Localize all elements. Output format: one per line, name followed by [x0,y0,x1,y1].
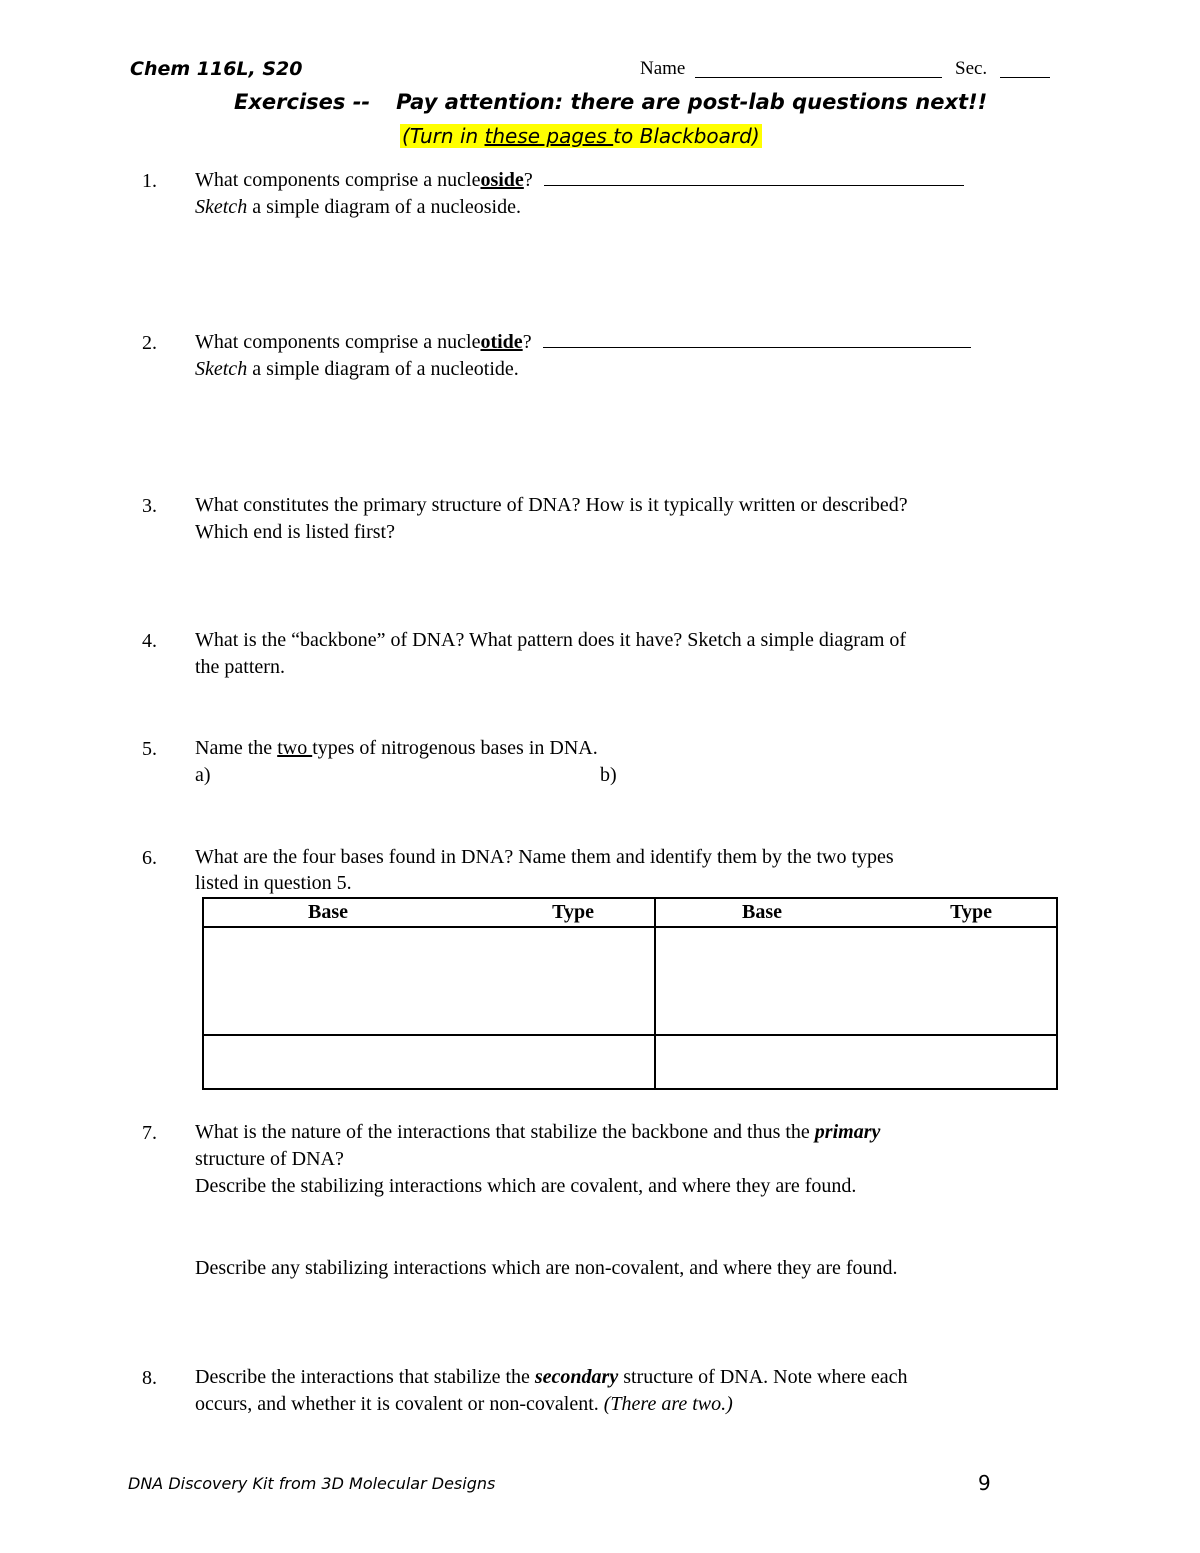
q5-post: types of nitrogenous bases in DNA. [312,737,598,759]
q5-text: Name the [195,737,278,759]
q1-answer-blank[interactable] [544,167,964,186]
name-blank[interactable] [695,77,942,78]
page-number: 9 [978,1471,991,1495]
q2-text: What components comprise a nucle [195,331,481,353]
question-5 [195,735,598,762]
q7-emphasis: primary [814,1121,881,1143]
exercises-title [234,90,987,114]
footer-text: DNA Discovery Kit from 3D Molecular Designs [128,1474,496,1493]
q8-emphasis: secondary [534,1366,619,1388]
table-cell[interactable] [203,927,655,1035]
q5-answer-b[interactable]: b) [600,764,617,786]
q1-text: What components comprise a nucle [195,169,481,191]
table-header-left [203,898,655,927]
turnin-open: (Turn in [402,124,485,148]
question-number: 7. [142,1122,157,1144]
q7-line4: Describe any stabilizing interactions which are non-covalent, and where they are found. [195,1257,898,1279]
header-type-2: Type [950,901,992,923]
question-1 [195,167,964,221]
question-4 [195,627,906,681]
question-2 [195,329,971,383]
exercises-label: Exercises -- [234,90,371,114]
question-3 [195,492,908,546]
q2-sketch-text: a simple diagram of a nucleotide. [247,358,519,380]
question-8 [195,1364,908,1418]
q7-line3: Describe the stabilizing interactions which are covalent, and where they are found. [195,1175,857,1197]
q3-line2: Which end is listed first? [195,521,395,543]
section-blank[interactable] [1000,77,1050,78]
attention-note: Pay attention: there are post-lab questions next!! [396,90,988,114]
question-number: 1. [142,170,157,192]
q1-post: ? [523,169,533,191]
header-type-1: Type [552,901,594,923]
question-number: 4. [142,630,157,652]
section-label: Sec. [955,58,988,79]
q5-answer-a[interactable]: a) [195,764,211,786]
q8-post: structure of DNA. Note where each [618,1366,908,1388]
question-6 [195,844,894,896]
bases-table [202,897,1058,1090]
course-label: Chem 116L, S20 [130,58,303,80]
question-number: 5. [142,738,157,760]
turnin-note [400,124,762,148]
question-number: 6. [142,847,157,869]
q2-bold: otide [480,331,523,353]
header-base-1: Base [308,901,348,923]
q2-post: ? [522,331,532,353]
table-cell[interactable] [655,1035,1057,1089]
table-header-row [203,898,1057,927]
question-number: 2. [142,332,157,354]
q2-sketch-word: Sketch [195,358,248,380]
q7-line2: structure of DNA? [195,1148,344,1170]
q6-line1: What are the four bases found in DNA? Name them and identify them by the two types [195,846,894,868]
q1-sketch-text: a simple diagram of a nucleoside. [247,196,521,218]
q4-line2: the pattern. [195,656,285,678]
q6-line2: listed in question 5. [195,872,352,894]
q7-text: What is the nature of the interactions that stabilize the backbone and thus the [195,1121,815,1143]
table-cell[interactable] [655,927,1057,1035]
header-base-2: Base [742,901,782,923]
q5-underlined: two [277,737,313,759]
q8-text: Describe the interactions that stabilize the [195,1366,535,1388]
turnin-underlined: these pages [484,124,614,148]
table-cell[interactable] [203,1035,655,1089]
q1-bold: oside [480,169,524,191]
question-number: 8. [142,1367,157,1389]
question-number: 3. [142,495,157,517]
question-7 [195,1119,880,1200]
q3-line1: What constitutes the primary structure of DNA? How is it typically written or described? [195,494,908,516]
q8-note: (There are two.) [603,1393,733,1415]
q8-line2: occurs, and whether it is covalent or non-covalent. [195,1393,604,1415]
q1-sketch-word: Sketch [195,196,248,218]
q2-answer-blank[interactable] [543,329,971,348]
q4-line1: What is the “backbone” of DNA? What pattern does it have? Sketch a simple diagram of [195,629,907,651]
table-row [203,927,1057,1035]
name-label: Name [640,58,686,79]
table-header-right [655,898,1057,927]
table-row [203,1035,1057,1089]
turnin-close: to Blackboard) [613,124,760,148]
